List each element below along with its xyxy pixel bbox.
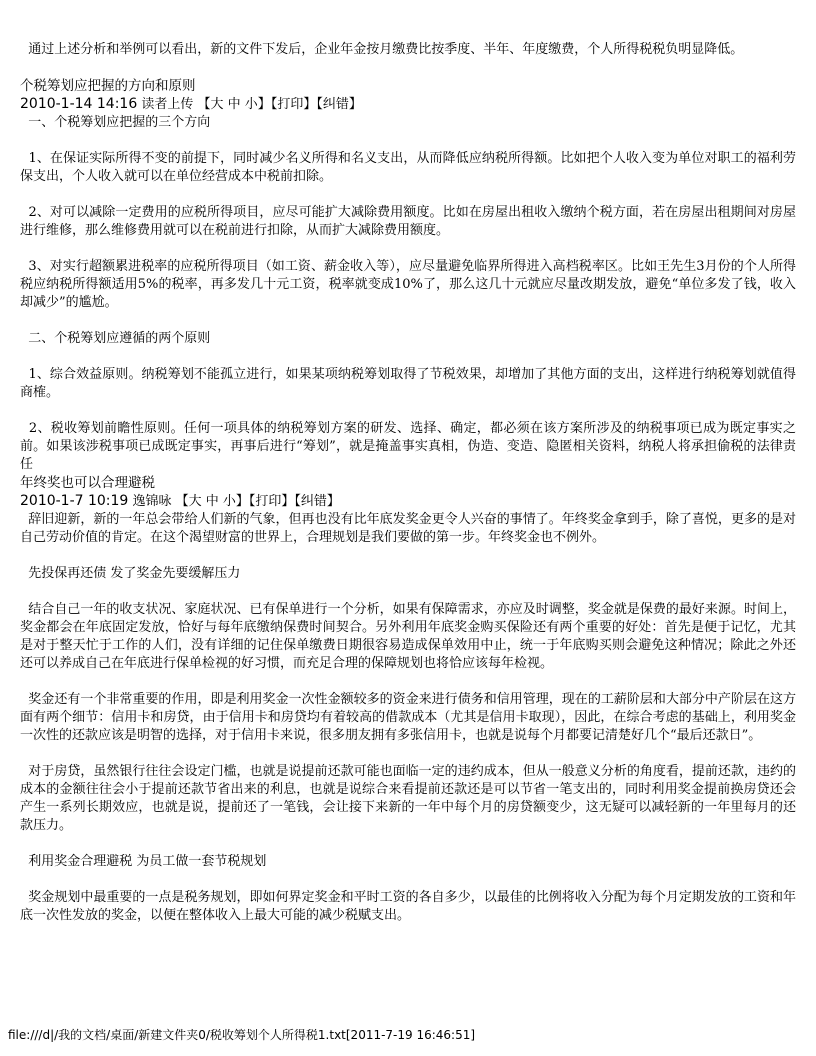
article2-title: 年终奖也可以合理避税 xyxy=(20,475,155,491)
font-size-controls[interactable]: 【大 中 小】 xyxy=(197,97,271,112)
section-heading: 利用奖金合理避税 为员工做一套节税规划 xyxy=(20,854,267,869)
correct-link[interactable]: 【纠错】 xyxy=(316,97,362,112)
print-link[interactable]: 【打印】 xyxy=(270,97,317,112)
section-heading: 二、个税筹划应遵循的两个原则 xyxy=(20,331,211,346)
section-heading: 先投保再还债 发了奖金先要缓解压力 xyxy=(20,566,241,581)
paragraph: 结合自己一年的收支状况、家庭状况、已有保单进行一个分析，如果有保障需求，亦应及时调整，奖金就是保费的最好来源。时间上，奖金都会在年底固定发放，恰好与每年底缴纳保费时间契合。另外利用年底奖金购买保险还有两个重要的好处：首先是便于记忆，尤其是对于整天忙于工作的人们，没有详细的记住保单缴费日期很容易造成保单效用中止，统一于年底购买则会避免这种情况；除此之外还还可以养成自己在年底进行保单检视的好习惯，而充足合理的保障规划也将恰应该每年检视。 xyxy=(20,602,796,671)
article1-title: 个税筹划应把握的方向和原则 xyxy=(20,78,196,94)
section-heading: 一、个税筹划应把握的三个方向 xyxy=(20,115,211,130)
article1-source: 读者上传 xyxy=(141,97,194,112)
paragraph: 3、对实行超额累进税率的应税所得项目（如工资、薪金收入等），应尽量避免临界所得进入高档税率区。比如王先生3月份的个人所得税应纳税所得额适用5%的税率，再多发几十元工资，税率就变成10%了，那么这几十元就应尽量改期发放，避免“单位多发了钱，收入却减少”的尴尬。 xyxy=(20,259,797,310)
paragraph: 1、在保证实际所得不变的前提下，同时减少名义所得和名义支出，从而降低应纳税所得额。比如把个人收入变为单位对职工的福利劳保支出，个人收入就可以在单位经营成本中税前扣除。 xyxy=(20,151,796,184)
article2-meta xyxy=(20,492,796,511)
intro-paragraph: 通过上述分析和举例可以看出，新的文件下发后，企业年金按月缴费比按季度、半年、年度缴费，个人所得税税负明显降低。 xyxy=(20,42,744,57)
article2-source: 逸锦咏 xyxy=(132,494,172,509)
article2-date: 2010-1-7 10:19 xyxy=(20,493,129,509)
paragraph: 奖金还有一个非常重要的作用，即是利用奖金一次性金额较多的资金来进行债务和信用管理，现在的工薪阶层和大部分中产阶层在这方面有两个细节：信用卡和房贷，由于信用卡和房贷均有着较高的借款成本（尤其是信用卡取现），因此，在综合考虑的基础上，利用奖金一次性的还款应该是明智的选择，对于信用卡来说，很多朋友拥有多张信用卡，也就是说每个月都要记清楚好几个“最后还款日”。 xyxy=(20,692,796,743)
paragraph: 奖金规划中最重要的一点是税务规划，即如何界定奖金和平时工资的各自多少，以最佳的比例将收入分配为每个月定期发放的工资和年底一次性发放的奖金，以便在整体收入上最大可能的减少税赋支出。 xyxy=(20,890,796,923)
paragraph: 2、税收筹划前瞻性原则。任何一项具体的纳税筹划方案的研发、选择、确定，都必须在该方案所涉及的纳税事项已成为既定事实之前。如果该涉税事项已成既定事实，再事后进行“筹划”，就是掩盖事实真相，伪造、变造、隐匿相关资料，纳税人将承担偷税的法律责任 xyxy=(20,421,796,472)
document-body xyxy=(20,41,796,925)
paragraph: 辞旧迎新，新的一年总会带给人们新的气象，但再也没有比年底发奖金更令人兴奋的事情了。年终奖金拿到手，除了喜悦，更多的是对自己劳动价值的肯定。在这个渴望财富的世界上，合理规划是我们要做的第一步。年终奖金也不例外。 xyxy=(20,512,796,545)
paragraph: 2、对可以减除一定费用的应税所得项目，应尽可能扩大减除费用额度。比如在房屋出租收入缴纳个税方面，若在房屋出租期间对房屋进行维修，那么维修费用就可以在税前进行扣除，从而扩大减除费用额度。 xyxy=(20,205,796,238)
paragraph: 1、综合效益原则。纳税筹划不能孤立进行，如果某项纳税筹划取得了节税效果，却增加了其他方面的支出，这样进行纳税筹划就值得商榷。 xyxy=(20,367,796,400)
article1-meta xyxy=(20,95,796,114)
article1-date: 2010-1-14 14:16 xyxy=(20,96,138,112)
file-path-footer: file:///d|/我的文档/桌面/新建文件夹0/税收筹划个人所得税1.txt[2011-7-19 16:46:51] xyxy=(8,1028,476,1042)
correct-link[interactable]: 【纠错】 xyxy=(294,494,340,509)
paragraph: 对于房贷，虽然银行往往会设定门槛，也就是说提前还款可能也面临一定的违约成本，但从一般意义分析的角度看，提前还款，违约的成本的金额往往会小于提前还款节省出来的利息，也就是说综合来看提前还款还是可以节省一笔支出的，同时利用奖金提前换房贷还会产生一系列长期效应，也就是说，提前还了一笔钱，会让接下来新的一年中每个月的房贷额变少，这无疑可以减轻新的一年里每月的还款压力。 xyxy=(20,764,796,833)
print-link[interactable]: 【打印】 xyxy=(248,494,295,509)
font-size-controls[interactable]: 【大 中 小】 xyxy=(175,494,249,509)
